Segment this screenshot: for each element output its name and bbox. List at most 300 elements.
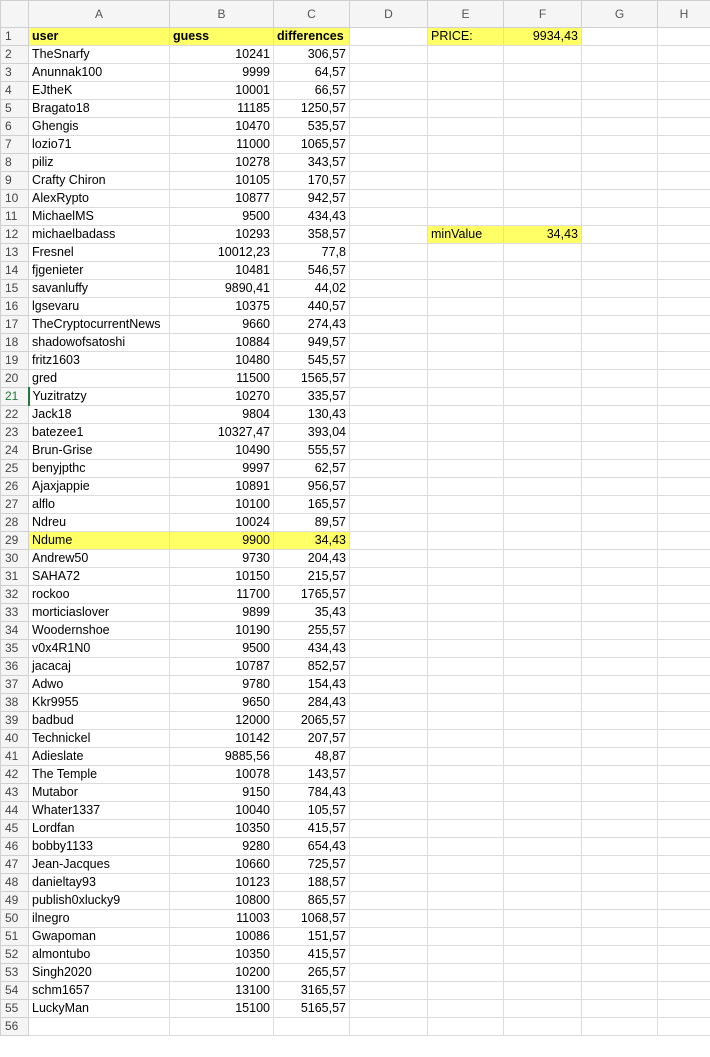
column-header-g[interactable]: G xyxy=(582,1,658,28)
cell[interactable] xyxy=(658,946,710,964)
user-cell[interactable]: alflo xyxy=(29,496,170,514)
cell[interactable] xyxy=(582,622,658,640)
cell[interactable] xyxy=(350,100,428,118)
header-cell-differences[interactable]: differences xyxy=(274,28,350,46)
cell[interactable] xyxy=(350,496,428,514)
cell[interactable] xyxy=(350,712,428,730)
cell[interactable] xyxy=(658,514,710,532)
cell[interactable] xyxy=(350,298,428,316)
cell[interactable] xyxy=(504,802,582,820)
guess-cell[interactable]: 10350 xyxy=(170,946,274,964)
cell[interactable] xyxy=(428,874,504,892)
cell[interactable] xyxy=(582,874,658,892)
guess-cell[interactable]: 9899 xyxy=(170,604,274,622)
cell[interactable] xyxy=(658,424,710,442)
cell[interactable] xyxy=(504,442,582,460)
cell[interactable] xyxy=(582,334,658,352)
guess-cell[interactable]: 10350 xyxy=(170,820,274,838)
cell[interactable] xyxy=(428,46,504,64)
difference-cell[interactable]: 77,8 xyxy=(274,244,350,262)
guess-cell[interactable]: 10787 xyxy=(170,658,274,676)
user-cell[interactable]: Jack18 xyxy=(29,406,170,424)
cell[interactable] xyxy=(428,820,504,838)
user-cell[interactable]: badbud xyxy=(29,712,170,730)
cell[interactable] xyxy=(350,226,428,244)
price-label-cell[interactable]: PRICE: xyxy=(428,28,504,46)
difference-cell[interactable]: 62,57 xyxy=(274,460,350,478)
cell[interactable] xyxy=(29,1018,170,1036)
cell[interactable] xyxy=(582,64,658,82)
cell[interactable] xyxy=(428,154,504,172)
row-header[interactable]: 22 xyxy=(1,406,29,424)
cell[interactable] xyxy=(658,820,710,838)
cell[interactable] xyxy=(350,622,428,640)
user-cell[interactable]: lozio71 xyxy=(29,136,170,154)
cell[interactable] xyxy=(428,352,504,370)
cell[interactable] xyxy=(504,748,582,766)
guess-cell[interactable]: 9780 xyxy=(170,676,274,694)
cell[interactable] xyxy=(350,208,428,226)
difference-cell[interactable]: 434,43 xyxy=(274,640,350,658)
cell[interactable] xyxy=(428,568,504,586)
cell[interactable] xyxy=(428,982,504,1000)
cell[interactable] xyxy=(658,460,710,478)
cell[interactable] xyxy=(428,316,504,334)
cell[interactable] xyxy=(350,262,428,280)
cell[interactable] xyxy=(428,298,504,316)
difference-cell[interactable]: 215,57 xyxy=(274,568,350,586)
cell[interactable] xyxy=(350,244,428,262)
guess-cell[interactable]: 9997 xyxy=(170,460,274,478)
cell[interactable] xyxy=(658,388,710,406)
difference-cell[interactable]: 415,57 xyxy=(274,946,350,964)
user-cell[interactable]: Ndume xyxy=(29,532,170,550)
cell[interactable] xyxy=(350,928,428,946)
cell[interactable] xyxy=(504,82,582,100)
cell[interactable] xyxy=(582,154,658,172)
cell[interactable] xyxy=(428,262,504,280)
column-header-d[interactable]: D xyxy=(350,1,428,28)
cell[interactable] xyxy=(582,820,658,838)
user-cell[interactable]: danieltay93 xyxy=(29,874,170,892)
cell[interactable] xyxy=(504,658,582,676)
minvalue-value-cell[interactable]: 34,43 xyxy=(504,226,582,244)
cell[interactable] xyxy=(350,478,428,496)
cell[interactable] xyxy=(350,550,428,568)
column-header-h[interactable]: H xyxy=(658,1,710,28)
cell[interactable] xyxy=(582,550,658,568)
cell[interactable] xyxy=(428,802,504,820)
cell[interactable] xyxy=(658,136,710,154)
cell[interactable] xyxy=(658,568,710,586)
user-cell[interactable]: jacacaj xyxy=(29,658,170,676)
cell[interactable] xyxy=(428,964,504,982)
guess-cell[interactable]: 10241 xyxy=(170,46,274,64)
cell[interactable] xyxy=(350,532,428,550)
cell[interactable] xyxy=(504,460,582,478)
cell[interactable] xyxy=(170,1018,274,1036)
header-cell-guess[interactable]: guess xyxy=(170,28,274,46)
cell[interactable] xyxy=(658,64,710,82)
cell[interactable] xyxy=(504,946,582,964)
guess-cell[interactable]: 10040 xyxy=(170,802,274,820)
cell[interactable] xyxy=(504,298,582,316)
user-cell[interactable]: Bragato18 xyxy=(29,100,170,118)
cell[interactable] xyxy=(658,766,710,784)
cell[interactable] xyxy=(658,604,710,622)
row-header[interactable]: 19 xyxy=(1,352,29,370)
guess-cell[interactable]: 10150 xyxy=(170,568,274,586)
cell[interactable] xyxy=(350,838,428,856)
difference-cell[interactable]: 34,43 xyxy=(274,532,350,550)
difference-cell[interactable]: 265,57 xyxy=(274,964,350,982)
user-cell[interactable]: Yuzitratzy xyxy=(29,388,170,406)
cell[interactable] xyxy=(428,1018,504,1036)
cell[interactable] xyxy=(428,424,504,442)
user-cell[interactable]: MichaelMS xyxy=(29,208,170,226)
cell[interactable] xyxy=(582,496,658,514)
cell[interactable] xyxy=(428,766,504,784)
user-cell[interactable]: benyjpthc xyxy=(29,460,170,478)
cell[interactable] xyxy=(658,658,710,676)
cell[interactable] xyxy=(428,586,504,604)
cell[interactable] xyxy=(350,64,428,82)
cell[interactable] xyxy=(350,442,428,460)
row-header[interactable]: 12 xyxy=(1,226,29,244)
cell[interactable] xyxy=(504,172,582,190)
cell[interactable] xyxy=(504,136,582,154)
row-header[interactable]: 33 xyxy=(1,604,29,622)
user-cell[interactable]: michaelbadass xyxy=(29,226,170,244)
cell[interactable] xyxy=(582,28,658,46)
price-value-cell[interactable]: 9934,43 xyxy=(504,28,582,46)
cell[interactable] xyxy=(658,748,710,766)
cell[interactable] xyxy=(350,910,428,928)
user-cell[interactable]: Fresnel xyxy=(29,244,170,262)
user-cell[interactable]: Technickel xyxy=(29,730,170,748)
cell[interactable] xyxy=(428,604,504,622)
cell[interactable] xyxy=(350,748,428,766)
difference-cell[interactable]: 207,57 xyxy=(274,730,350,748)
cell[interactable] xyxy=(658,442,710,460)
cell[interactable] xyxy=(658,802,710,820)
guess-cell[interactable]: 10481 xyxy=(170,262,274,280)
guess-cell[interactable]: 15100 xyxy=(170,1000,274,1018)
cell[interactable] xyxy=(428,1000,504,1018)
cell[interactable] xyxy=(350,316,428,334)
cell[interactable] xyxy=(582,982,658,1000)
cell[interactable] xyxy=(658,694,710,712)
guess-cell[interactable]: 10200 xyxy=(170,964,274,982)
cell[interactable] xyxy=(582,172,658,190)
guess-cell[interactable]: 12000 xyxy=(170,712,274,730)
row-header[interactable]: 2 xyxy=(1,46,29,64)
cell[interactable] xyxy=(504,622,582,640)
cell[interactable] xyxy=(350,136,428,154)
row-header[interactable]: 49 xyxy=(1,892,29,910)
cell[interactable] xyxy=(658,856,710,874)
difference-cell[interactable]: 415,57 xyxy=(274,820,350,838)
cell[interactable] xyxy=(428,784,504,802)
cell[interactable] xyxy=(504,496,582,514)
cell[interactable] xyxy=(582,712,658,730)
difference-cell[interactable]: 130,43 xyxy=(274,406,350,424)
cell[interactable] xyxy=(350,406,428,424)
cell[interactable] xyxy=(582,1000,658,1018)
cell[interactable] xyxy=(658,226,710,244)
cell[interactable] xyxy=(350,154,428,172)
cell[interactable] xyxy=(350,46,428,64)
user-cell[interactable]: fritz1603 xyxy=(29,352,170,370)
cell[interactable] xyxy=(428,514,504,532)
cell[interactable] xyxy=(350,694,428,712)
cell[interactable] xyxy=(582,694,658,712)
cell[interactable] xyxy=(428,370,504,388)
cell[interactable] xyxy=(350,874,428,892)
cell[interactable] xyxy=(428,442,504,460)
cell[interactable] xyxy=(428,640,504,658)
cell[interactable] xyxy=(658,244,710,262)
cell[interactable] xyxy=(582,946,658,964)
user-cell[interactable]: Ndreu xyxy=(29,514,170,532)
cell[interactable] xyxy=(658,1018,710,1036)
row-header[interactable]: 27 xyxy=(1,496,29,514)
guess-cell[interactable]: 10086 xyxy=(170,928,274,946)
cell[interactable] xyxy=(428,532,504,550)
cell[interactable] xyxy=(350,586,428,604)
cell[interactable] xyxy=(658,622,710,640)
cell[interactable] xyxy=(582,1018,658,1036)
cell[interactable] xyxy=(350,784,428,802)
cell[interactable] xyxy=(504,856,582,874)
header-cell-user[interactable]: user xyxy=(29,28,170,46)
cell[interactable] xyxy=(658,586,710,604)
cell[interactable] xyxy=(350,892,428,910)
difference-cell[interactable]: 555,57 xyxy=(274,442,350,460)
user-cell[interactable]: Ghengis xyxy=(29,118,170,136)
guess-cell[interactable]: 9900 xyxy=(170,532,274,550)
row-header[interactable]: 25 xyxy=(1,460,29,478)
column-header-f[interactable]: F xyxy=(504,1,582,28)
select-all-corner[interactable] xyxy=(1,1,29,28)
cell[interactable] xyxy=(504,982,582,1000)
row-header[interactable]: 28 xyxy=(1,514,29,532)
cell[interactable] xyxy=(658,172,710,190)
cell[interactable] xyxy=(350,352,428,370)
cell[interactable] xyxy=(350,190,428,208)
row-header[interactable]: 5 xyxy=(1,100,29,118)
guess-cell[interactable]: 11700 xyxy=(170,586,274,604)
cell[interactable] xyxy=(658,352,710,370)
user-cell[interactable]: almontubo xyxy=(29,946,170,964)
row-header[interactable]: 52 xyxy=(1,946,29,964)
cell[interactable] xyxy=(582,190,658,208)
guess-cell[interactable]: 13100 xyxy=(170,982,274,1000)
cell[interactable] xyxy=(582,46,658,64)
guess-cell[interactable]: 11000 xyxy=(170,136,274,154)
cell[interactable] xyxy=(582,262,658,280)
difference-cell[interactable]: 5165,57 xyxy=(274,1000,350,1018)
user-cell[interactable]: ilnegro xyxy=(29,910,170,928)
user-cell[interactable]: Brun-Grise xyxy=(29,442,170,460)
difference-cell[interactable]: 188,57 xyxy=(274,874,350,892)
cell[interactable] xyxy=(582,604,658,622)
cell[interactable] xyxy=(504,352,582,370)
guess-cell[interactable]: 11003 xyxy=(170,910,274,928)
cell[interactable] xyxy=(582,280,658,298)
cell[interactable] xyxy=(658,496,710,514)
user-cell[interactable]: AlexRypto xyxy=(29,190,170,208)
cell[interactable] xyxy=(658,262,710,280)
row-header[interactable]: 38 xyxy=(1,694,29,712)
user-cell[interactable]: rockoo xyxy=(29,586,170,604)
guess-cell[interactable]: 10024 xyxy=(170,514,274,532)
difference-cell[interactable]: 1765,57 xyxy=(274,586,350,604)
cell[interactable] xyxy=(658,964,710,982)
cell[interactable] xyxy=(504,838,582,856)
guess-cell[interactable]: 9890,41 xyxy=(170,280,274,298)
cell[interactable] xyxy=(658,1000,710,1018)
cell[interactable] xyxy=(582,226,658,244)
guess-cell[interactable]: 9150 xyxy=(170,784,274,802)
row-header[interactable]: 42 xyxy=(1,766,29,784)
cell[interactable] xyxy=(658,82,710,100)
cell[interactable] xyxy=(428,190,504,208)
guess-cell[interactable]: 9730 xyxy=(170,550,274,568)
user-cell[interactable]: morticiaslover xyxy=(29,604,170,622)
cell[interactable] xyxy=(582,892,658,910)
cell[interactable] xyxy=(350,730,428,748)
row-header[interactable]: 50 xyxy=(1,910,29,928)
cell[interactable] xyxy=(504,100,582,118)
cell[interactable] xyxy=(504,154,582,172)
cell[interactable] xyxy=(350,28,428,46)
cell[interactable] xyxy=(658,640,710,658)
difference-cell[interactable]: 66,57 xyxy=(274,82,350,100)
cell[interactable] xyxy=(350,388,428,406)
difference-cell[interactable]: 2065,57 xyxy=(274,712,350,730)
cell[interactable] xyxy=(350,172,428,190)
difference-cell[interactable]: 535,57 xyxy=(274,118,350,136)
cell[interactable] xyxy=(658,298,710,316)
guess-cell[interactable]: 10123 xyxy=(170,874,274,892)
difference-cell[interactable]: 64,57 xyxy=(274,64,350,82)
difference-cell[interactable]: 3165,57 xyxy=(274,982,350,1000)
row-header[interactable]: 55 xyxy=(1,1000,29,1018)
user-cell[interactable]: gred xyxy=(29,370,170,388)
cell[interactable] xyxy=(582,352,658,370)
cell[interactable] xyxy=(582,370,658,388)
cell[interactable] xyxy=(582,784,658,802)
guess-cell[interactable]: 10660 xyxy=(170,856,274,874)
guess-cell[interactable]: 10375 xyxy=(170,298,274,316)
cell[interactable] xyxy=(428,82,504,100)
row-header[interactable]: 21 xyxy=(1,388,29,406)
guess-cell[interactable]: 9804 xyxy=(170,406,274,424)
user-cell[interactable]: Gwapoman xyxy=(29,928,170,946)
cell[interactable] xyxy=(350,1000,428,1018)
guess-cell[interactable]: 10327,47 xyxy=(170,424,274,442)
row-header[interactable]: 14 xyxy=(1,262,29,280)
cell[interactable] xyxy=(350,280,428,298)
user-cell[interactable]: TheSnarfy xyxy=(29,46,170,64)
cell[interactable] xyxy=(504,388,582,406)
user-cell[interactable]: lgsevaru xyxy=(29,298,170,316)
user-cell[interactable]: fjgenieter xyxy=(29,262,170,280)
difference-cell[interactable]: 784,43 xyxy=(274,784,350,802)
cell[interactable] xyxy=(504,928,582,946)
cell[interactable] xyxy=(658,982,710,1000)
user-cell[interactable]: batezee1 xyxy=(29,424,170,442)
row-header[interactable]: 39 xyxy=(1,712,29,730)
row-header[interactable]: 53 xyxy=(1,964,29,982)
cell[interactable] xyxy=(504,370,582,388)
cell[interactable] xyxy=(428,946,504,964)
row-header[interactable]: 6 xyxy=(1,118,29,136)
cell[interactable] xyxy=(428,244,504,262)
difference-cell[interactable]: 343,57 xyxy=(274,154,350,172)
cell[interactable] xyxy=(582,658,658,676)
cell[interactable] xyxy=(428,622,504,640)
cell[interactable] xyxy=(350,856,428,874)
difference-cell[interactable]: 545,57 xyxy=(274,352,350,370)
cell[interactable] xyxy=(350,82,428,100)
cell[interactable] xyxy=(350,604,428,622)
user-cell[interactable]: publish0xlucky9 xyxy=(29,892,170,910)
cell[interactable] xyxy=(428,208,504,226)
cell[interactable] xyxy=(504,190,582,208)
user-cell[interactable]: bobby1133 xyxy=(29,838,170,856)
cell[interactable] xyxy=(504,568,582,586)
cell[interactable] xyxy=(350,658,428,676)
cell[interactable] xyxy=(582,478,658,496)
guess-cell[interactable]: 10877 xyxy=(170,190,274,208)
cell[interactable] xyxy=(428,406,504,424)
guess-cell[interactable]: 10470 xyxy=(170,118,274,136)
cell[interactable] xyxy=(582,568,658,586)
guess-cell[interactable]: 10001 xyxy=(170,82,274,100)
cell[interactable] xyxy=(658,280,710,298)
row-header[interactable]: 4 xyxy=(1,82,29,100)
cell[interactable] xyxy=(504,604,582,622)
row-header[interactable]: 13 xyxy=(1,244,29,262)
cell[interactable] xyxy=(582,838,658,856)
cell[interactable] xyxy=(504,676,582,694)
guess-cell[interactable]: 10012,23 xyxy=(170,244,274,262)
cell[interactable] xyxy=(428,478,504,496)
difference-cell[interactable]: 306,57 xyxy=(274,46,350,64)
cell[interactable] xyxy=(504,316,582,334)
row-header[interactable]: 17 xyxy=(1,316,29,334)
cell[interactable] xyxy=(504,964,582,982)
cell[interactable] xyxy=(582,316,658,334)
user-cell[interactable]: Anunnak100 xyxy=(29,64,170,82)
cell[interactable] xyxy=(504,46,582,64)
row-header[interactable]: 46 xyxy=(1,838,29,856)
cell[interactable] xyxy=(504,586,582,604)
cell[interactable] xyxy=(658,712,710,730)
difference-cell[interactable]: 393,04 xyxy=(274,424,350,442)
cell[interactable] xyxy=(504,244,582,262)
row-header[interactable]: 41 xyxy=(1,748,29,766)
cell[interactable] xyxy=(658,334,710,352)
cell[interactable] xyxy=(428,712,504,730)
row-header[interactable]: 3 xyxy=(1,64,29,82)
column-header-a[interactable]: A xyxy=(29,1,170,28)
column-header-b[interactable]: B xyxy=(170,1,274,28)
guess-cell[interactable]: 10105 xyxy=(170,172,274,190)
cell[interactable] xyxy=(504,406,582,424)
